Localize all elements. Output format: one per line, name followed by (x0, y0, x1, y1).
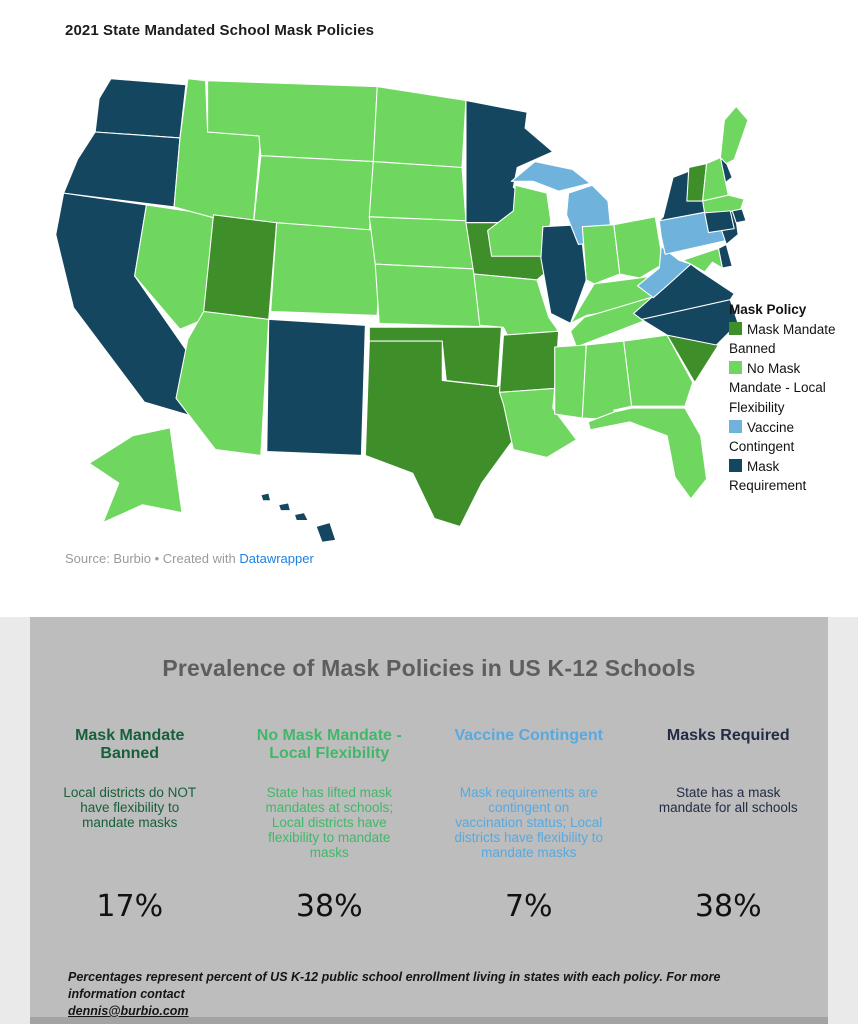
state-IN[interactable] (582, 225, 619, 284)
legend-item-local (729, 359, 845, 418)
state-AR[interactable] (499, 331, 558, 392)
state-MS[interactable] (555, 345, 587, 418)
state-HI[interactable] (279, 503, 291, 511)
state-WA[interactable] (95, 79, 186, 138)
stats-panel (30, 617, 828, 1024)
vaccine-swatch-icon (729, 420, 742, 433)
policy-description: State has lifted mask mandates at schools; Local districts have flexibility to mandate masks (265, 785, 394, 861)
state-ND[interactable] (373, 87, 466, 168)
state-CO[interactable] (271, 223, 381, 316)
state-AZ[interactable] (176, 311, 269, 455)
policy-heading: Vaccine Contingent (454, 727, 603, 744)
footnote-text: Percentages represent percent of US K-12 public school enrollment living in states with each policy. For more information contact (68, 970, 721, 1001)
legend-item-required (729, 457, 845, 496)
state-UT[interactable] (204, 215, 277, 320)
state-NM[interactable] (267, 319, 366, 455)
state-HI[interactable] (316, 523, 336, 543)
required-swatch-icon (729, 459, 742, 472)
us-map-svg (36, 70, 748, 550)
legend-title: Mask Policy (729, 302, 807, 317)
percent-masks-required: 38% (694, 889, 762, 924)
percent-local-flexibility: 38% (295, 889, 363, 924)
source-line (65, 551, 314, 566)
state-HI[interactable] (294, 513, 308, 521)
legend-items (729, 320, 845, 496)
policy-heading: Mask Mandate Banned (75, 727, 185, 762)
contact-email-link[interactable]: dennis@burbio.com (68, 1003, 189, 1018)
source-text: Source: Burbio • Created with (65, 551, 240, 566)
legend-label: No Mask Mandate - Local Flexibility (729, 360, 826, 415)
chart-title: 2021 State Mandated School Mask Policies (65, 22, 375, 39)
map-legend (729, 300, 845, 496)
banned-swatch-icon (729, 322, 742, 335)
footnote (68, 969, 758, 1020)
policy-description: Local districts do NOT have flexibility to mandate masks (63, 785, 197, 831)
stats-panel-outer (0, 617, 858, 1024)
policy-column-banned (30, 727, 230, 861)
policy-heading: No Mask Mandate - Local Flexibility (256, 727, 402, 762)
legend-label: Vaccine Contingent (729, 419, 795, 455)
local-swatch-icon (729, 361, 742, 374)
percent-banned: 17% (96, 889, 164, 924)
datawrapper-link[interactable]: Datawrapper (239, 551, 314, 566)
state-OH[interactable] (614, 217, 663, 278)
state-AL[interactable] (582, 341, 631, 420)
state-ME[interactable] (720, 106, 748, 163)
legend-label: Mask Requirement (729, 458, 807, 494)
state-AK[interactable] (89, 428, 182, 523)
panel-title: Prevalence of Mask Policies in US K-12 Schools (162, 655, 696, 681)
state-HI[interactable] (261, 493, 271, 501)
policy-description: Mask requirements are contingent on vaccination status; Local districts have flexibility to mandate masks (454, 785, 604, 861)
legend-label: Mask Mandate Banned (729, 321, 836, 357)
legend-item-vaccine (729, 418, 845, 457)
state-CT[interactable] (705, 211, 735, 233)
policy-columns (30, 727, 828, 861)
state-FL[interactable] (588, 408, 706, 499)
legend-item-banned (729, 320, 845, 359)
percent-vaccine-contingent: 7% (504, 889, 553, 924)
policy-heading: Masks Required (666, 727, 790, 744)
percent-row (30, 889, 828, 924)
policy-column-vaccine-contingent (429, 727, 629, 861)
policy-column-local-flexibility (230, 727, 430, 861)
policy-description: State has a mask mandate for all schools (658, 785, 798, 816)
policy-column-masks-required (629, 727, 829, 861)
state-SD[interactable] (369, 162, 466, 221)
us-choropleth-map (36, 70, 748, 550)
